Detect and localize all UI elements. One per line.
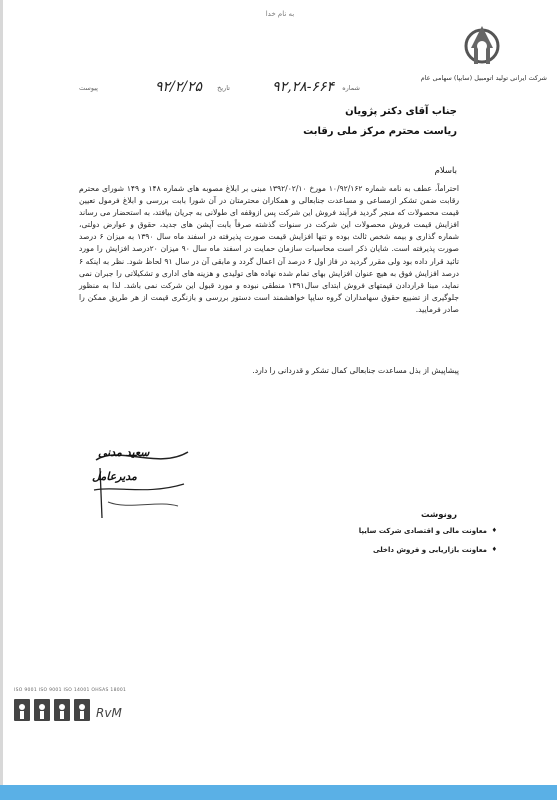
letter-number: ۹۲,۲۸-۶۶۴ [272,79,334,95]
cc-item: ♦ معاونت بازاریابی و فروش داخلی [359,546,497,565]
saipa-logo-icon [447,18,517,76]
basmala-text: به نام خدا [265,10,295,18]
attachment-label: پیوست [79,84,98,92]
iso-certification-logos-icon [12,695,142,727]
closing-line: پیشاپیش از بذل مساعدت جنابعالی کمال تشکر و قدردانی را دارد. [252,366,459,375]
letter-meta [40,76,360,102]
addressee-title: ریاست محترم مرکز ملی رقابت [303,126,457,137]
company-name: شرکت ایرانی تولید اتومبیل (سایپا) سهامی عام [420,74,547,82]
page-edge [0,0,3,785]
bottom-accent-bar [0,785,557,800]
greeting: باسلام [434,166,457,176]
signatory-title: مدیرعامل [92,470,137,483]
letter-body [79,183,459,316]
cc-item: ♦ معاونت مالی و اقتصادی شرکت سایپا [359,527,497,546]
addressee-name: جناب آقای دکتر پژویان [345,106,457,117]
date-label: تاریخ [217,84,230,92]
number-label: شماره [342,84,360,92]
body-paragraph: احتراماً، عطف به نامه شماره ۱۰/۹۲/۱۶۲ مورخ ۱۳۹۲/۰۲/۱۰ مبنی بر ابلاغ مصوبه های شماره ۱۴۸ و ۱۴۹ شورای محترم رقابت ضمن تشکر ازمساعی و مساعدت جنابعالی و همکاران محترمتان در آن شورا بابت بررسی و ابلاغ فرمول تعیین قیمت محصولات که منجر گردید فرآیند فروش این شرکت پس ازوقفه ای طولانی به جریان بیافتد، به استحضار می رساند افزایش قیمت فروش محصولات این شرکت در سنوات گذشته صرفاً بابت آپشن های جدید، حقوق و عوارض دولتی، شماره گذاری و بیمه شخص ثالث بوده و تنها افزایش قیمت صورت پذیرفته در اسفند ماه سال ۱۳۹۰ به میزان ۶ درصد صورت پذیرفته است. شایان ذکر است محاسبات سازمان حمایت در اسفند ماه سال ۹۰ میزان ۲۰درصد افزایش را مورد تائید قرار داده بود ولی مقرر گردید در فاز اول ۶ درصد آن اعمال گردد و مابقی آن در سال ۹۱ لحاظ شود. نظر به اینکه ۶ درصد افزایش فوق به هیچ عنوان افزایش بهای تمام شده نهاده های تولیدی و هزینه های اداری و تشکیلاتی را جبران نمی نماید، مبنا قراردادن قیمتهای فروش ابتدای سال۱۳۹۱ منطقی نبوده و مورد قبول این شرکت نمی باشد. لذا به منظور جلوگیری از تضییع حقوق سهامداران گروه سایپا خواهشمند است دستور بررسی و بازنگری قیمت از هر طریق ممکن را صادر فرمایید. [79,184,460,314]
cc-title: رونوشت [420,510,457,520]
letter-date: ۹۲/۲/۲۵ [154,79,202,95]
cc-list [359,527,497,565]
svg-text:RvM: RvM [96,706,122,720]
signatory-name: سعید مدنی [98,446,150,459]
certification-text: ISO 9001 ISO 9001 ISO 14001 OHSAS 18001 [14,688,127,693]
